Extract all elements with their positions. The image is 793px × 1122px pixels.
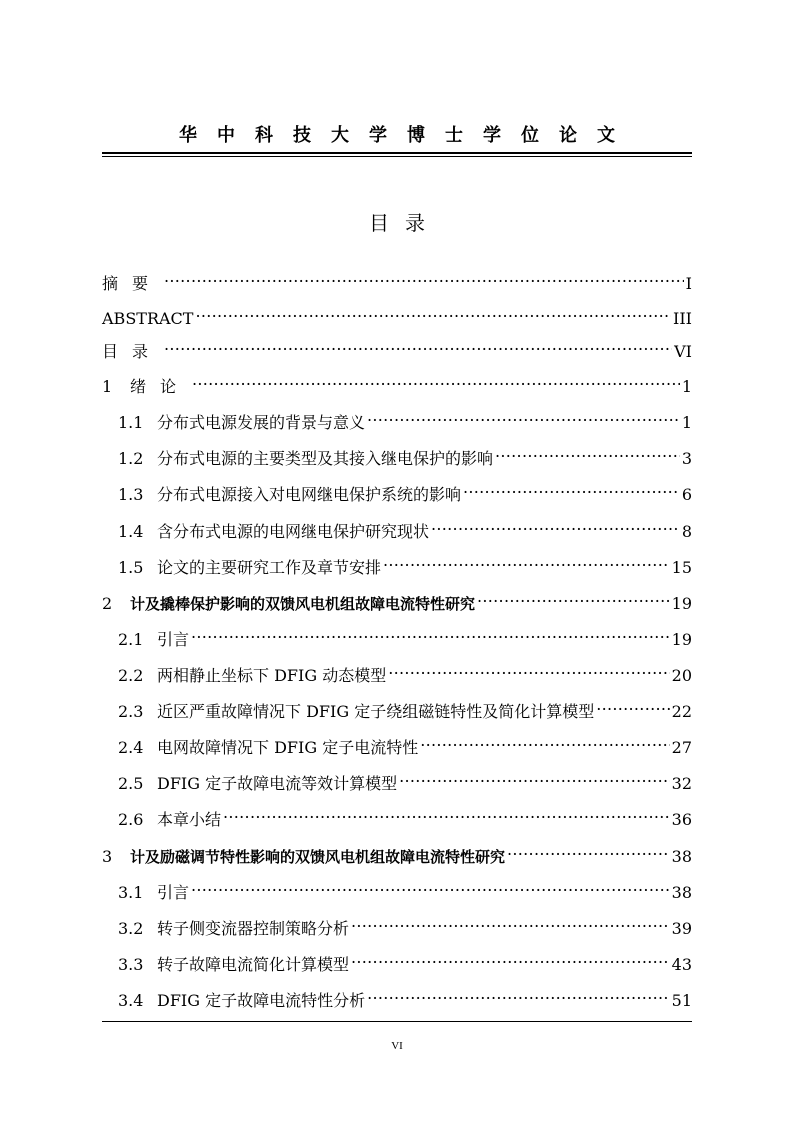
toc-entry-abstract-cn[interactable] [102, 265, 692, 293]
dot-leader [431, 513, 680, 537]
toc-entry-number: 1.3 [118, 485, 144, 504]
toc-entry-section-1-5[interactable] [118, 549, 692, 577]
toc-entry-number: 1.5 [118, 558, 144, 577]
footer-rule [102, 1021, 692, 1022]
toc-entry-page: 8 [681, 522, 692, 541]
toc-entry-number: 3 [102, 847, 113, 866]
toc-entry-page: I [685, 274, 692, 293]
toc-entry-title: 含分布式电源的电网继电保护研究现状 [157, 522, 430, 541]
toc-entry-title: 计及励磁调节特性影响的双馈风电机组故障电流特性研究 [130, 848, 506, 866]
toc-entry-title: 绪论 [130, 377, 191, 396]
toc-entry-section-1-2[interactable] [118, 440, 692, 468]
toc-entry-section-2-4[interactable] [118, 729, 692, 757]
toc-entry-number: 2.1 [118, 630, 144, 649]
toc-entry-page: 39 [671, 919, 692, 938]
toc-entry-number: 1 [102, 377, 113, 396]
dot-leader [388, 657, 669, 681]
toc-entry-title: 计及撬棒保护影响的双馈风电机组故障电流特性研究 [130, 595, 476, 613]
toc-entry-section-1-3[interactable] [118, 476, 692, 504]
toc-entry-number: 1.2 [118, 449, 144, 468]
toc-entry-section-1-1[interactable] [118, 404, 692, 432]
toc-entry-page: 36 [671, 810, 692, 829]
toc-entry-title: 分布式电源的主要类型及其接入继电保护的影响 [157, 449, 494, 468]
dot-leader [351, 910, 670, 934]
footer-page-number: VI [391, 1040, 403, 1052]
dot-leader [192, 368, 680, 392]
toc-entry-title: 分布式电源接入对电网继电保护系统的影响 [157, 485, 462, 504]
toc-entry-page: 1 [681, 413, 692, 432]
toc-entry-number: 3.1 [118, 883, 144, 902]
toc-entry-page: 6 [681, 485, 692, 504]
toc-entry-page: 22 [671, 702, 692, 721]
toc-entry-section-2-1[interactable] [118, 621, 692, 649]
toc-entry-title: 电网故障情况下 DFIG 定子电流特性 [157, 738, 419, 757]
toc-entry-title: 论文的主要研究工作及章节安排 [157, 558, 382, 577]
toc-entry-number: 2.3 [118, 702, 144, 721]
toc-entry-section-2-6[interactable] [118, 801, 692, 829]
toc-entry-page: 19 [671, 630, 692, 649]
toc-entry-page: 38 [671, 847, 692, 866]
toc-entry-chapter-2[interactable] [102, 585, 692, 613]
toc-entry-number: 1.4 [118, 522, 144, 541]
toc-entry-title: ABSTRACT [102, 309, 194, 328]
toc-entry-section-3-3[interactable] [118, 946, 692, 974]
toc-entry-chapter-1[interactable] [102, 368, 692, 396]
toc-entry-chapter-3[interactable] [102, 838, 692, 866]
toc-entry-abstract-en[interactable] [102, 300, 692, 328]
toc-entry-number: 2.4 [118, 738, 144, 757]
toc-entry-section-1-4[interactable] [118, 513, 692, 541]
toc-entry-number: 3.3 [118, 955, 144, 974]
toc-entry-title: 摘要 [102, 274, 163, 293]
toc-entry-section-2-5[interactable] [118, 765, 692, 793]
toc-entry-section-2-2[interactable] [118, 657, 692, 685]
toc-entry-page: 27 [671, 738, 692, 757]
toc-entry-page: III [673, 309, 692, 328]
toc-entry-title: 转子侧变流器控制策略分析 [157, 919, 350, 938]
toc-entry-number: 2 [102, 594, 113, 613]
header-rule [102, 152, 692, 157]
toc-entry-page: 15 [671, 558, 692, 577]
dot-leader [463, 476, 680, 500]
toc-entry-number: 1.1 [118, 413, 144, 432]
dot-leader [420, 729, 669, 753]
dot-leader [191, 621, 670, 645]
dot-leader [477, 585, 670, 609]
toc-entry-number: 2.2 [118, 666, 144, 685]
toc-entry-number: 3.2 [118, 919, 144, 938]
dot-leader [164, 333, 672, 357]
toc-entry-page: 32 [671, 774, 692, 793]
toc-title: 目录 [369, 211, 441, 235]
toc-entry-title: 目录 [102, 342, 163, 361]
toc-entry-title: 两相静止坐标下 DFIG 动态模型 [157, 666, 387, 685]
dot-leader [191, 874, 670, 898]
dot-leader [367, 982, 670, 1006]
toc-entry-title: DFIG 定子故障电流等效计算模型 [157, 774, 398, 793]
dot-leader [399, 765, 670, 789]
toc-entry-section-2-3[interactable] [118, 693, 692, 721]
dot-leader [495, 440, 680, 464]
dot-leader [351, 946, 670, 970]
toc-entry-page: 19 [671, 594, 692, 613]
toc-entry-number: 2.5 [118, 774, 144, 793]
toc-entry-title: 引言 [157, 630, 190, 649]
dot-leader [596, 693, 669, 717]
toc-entry-section-3-1[interactable] [118, 874, 692, 902]
toc-entry-number: 2.6 [118, 810, 144, 829]
toc-entry-page: 51 [671, 991, 692, 1010]
dot-leader [367, 404, 680, 428]
toc-entry-page: VI [674, 342, 692, 361]
toc-entry-page: 20 [671, 666, 692, 685]
dot-leader [195, 300, 671, 324]
toc-entry-number: 3.4 [118, 991, 144, 1010]
dot-leader [164, 265, 684, 289]
running-header: 华中科技大学博士学位论文 [179, 125, 635, 146]
dot-leader [383, 549, 670, 573]
toc-entry-title: 引言 [157, 883, 190, 902]
toc-entry-page: 43 [671, 955, 692, 974]
dot-leader [223, 801, 670, 825]
toc-entry-title: 转子故障电流简化计算模型 [157, 955, 350, 974]
toc-entry-section-3-4[interactable] [118, 982, 692, 1010]
toc-entry-title: DFIG 定子故障电流特性分析 [157, 991, 366, 1010]
dot-leader [507, 838, 670, 862]
toc-entry-contents[interactable] [102, 333, 692, 361]
toc-entry-page: 1 [681, 377, 692, 396]
toc-entry-page: 38 [671, 883, 692, 902]
toc-entry-section-3-2[interactable] [118, 910, 692, 938]
toc-entry-title: 近区严重故障情况下 DFIG 定子绕组磁链特性及简化计算模型 [157, 702, 595, 721]
toc-entry-title: 分布式电源发展的背景与意义 [157, 413, 366, 432]
toc-entry-title: 本章小结 [157, 810, 222, 829]
toc-entry-page: 3 [681, 449, 692, 468]
